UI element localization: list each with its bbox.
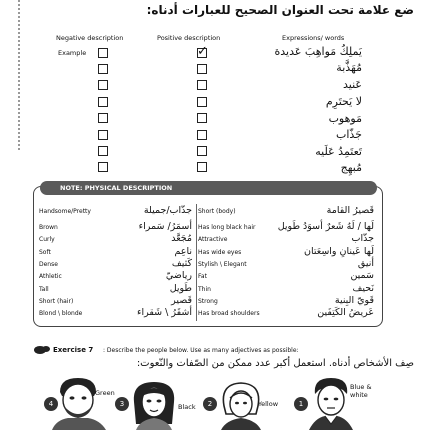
note-english-term: Tall: [39, 286, 49, 293]
check-mark-icon: ✓: [197, 44, 208, 59]
negative-checkbox[interactable]: [98, 48, 108, 58]
header-expressions: Expressions/ words: [282, 34, 345, 42]
note-arabic-term: ناعِم: [174, 246, 192, 257]
note-english-term: Short (hair): [39, 298, 74, 305]
expression-item: مُبهِج: [340, 161, 362, 174]
positive-checkbox[interactable]: [197, 146, 207, 156]
negative-checkbox[interactable]: [98, 97, 108, 107]
exercise-7-instruction-ar: صِف الأشخاص أدناه. استعمل أكبر عدد ممكن من الصّفات والنّعوت:: [136, 358, 414, 369]
note-english-term: Blond \ blonde: [39, 310, 83, 317]
person-number-badge: 1: [294, 397, 308, 411]
note-arabic-term: قَصير: [171, 295, 192, 306]
note-arabic-term: مُجَعَّد: [171, 233, 192, 244]
note-english-term: Short (body): [198, 208, 236, 215]
note-english-term: Has long black hair: [198, 224, 256, 231]
note-arabic-term: جذّاب/جميلة: [143, 205, 192, 216]
negative-checkbox[interactable]: [98, 113, 108, 123]
negative-checkbox[interactable]: [98, 146, 108, 156]
header-negative: Negative description: [56, 34, 124, 42]
note-english-term: Has broad shoulders: [198, 310, 260, 317]
person-number-badge: 4: [44, 397, 58, 411]
note-english-term: Curly: [39, 236, 55, 243]
positive-checkbox[interactable]: [197, 113, 207, 123]
note-english-term: Strong: [198, 298, 218, 305]
note-arabic-term: عَريضُ الكَتِفَين: [317, 307, 374, 318]
exercise-7-label: Exercise 7: [53, 346, 94, 354]
note-arabic-term: قَويّ البِنية: [334, 295, 374, 306]
header-positive: Positive description: [157, 34, 221, 42]
expression-item: يَملِكُ مَواهِبَ عَديدة: [274, 45, 362, 58]
person-number-badge: 3: [115, 397, 129, 411]
note-english-term: Stylish \ Elegant: [198, 261, 247, 268]
note-english-term: Dense: [39, 261, 58, 268]
note-arabic-term: قَصيرُ القامة: [326, 205, 374, 216]
negative-checkbox[interactable]: [98, 64, 108, 74]
note-arabic-term: أشقَرُ \ شَقراء: [136, 307, 192, 318]
positive-checkbox[interactable]: [197, 97, 207, 107]
note-arabic-term: رياضيّ: [165, 270, 192, 281]
note-english-term: Athletic: [39, 273, 62, 280]
expression-item: مُهَذَّبة: [336, 61, 362, 74]
positive-checkbox[interactable]: [197, 80, 207, 90]
positive-checkbox[interactable]: [197, 130, 207, 140]
color-label: Green: [95, 389, 115, 397]
expression-item: مَوهوب: [328, 112, 362, 125]
note-arabic-term: أسمَرُ/ سَمراء: [138, 221, 192, 232]
expression-item: جَذّاب: [336, 128, 362, 141]
expression-item: تَعتَمِدُ عَلَيه: [315, 145, 362, 158]
margin-dotted-line: [18, 0, 20, 150]
note-english-term: Handsome/Pretty: [39, 208, 91, 215]
note-arabic-term: لَها / لَهُ شَعرٌ أسوَدُ طَويل: [277, 221, 374, 232]
note-arabic-term: كَثيف: [171, 258, 192, 269]
positive-checkbox[interactable]: [197, 64, 207, 74]
note-english-term: Soft: [39, 249, 51, 256]
note-arabic-term: سَمين: [350, 270, 374, 281]
note-english-term: Attractive: [198, 236, 228, 243]
negative-checkbox[interactable]: [98, 80, 108, 90]
person-4-illustration: [50, 378, 108, 430]
speech-bubble-icon: [34, 345, 50, 355]
note-english-term: Has wide eyes: [198, 249, 242, 256]
person-number-badge: 2: [203, 397, 217, 411]
note-arabic-term: أنيق: [357, 258, 374, 269]
note-arabic-term: طَويل: [169, 283, 192, 294]
color-label: Blue & white: [350, 383, 372, 399]
color-label: Black: [178, 403, 196, 411]
person-3-illustration: [128, 380, 180, 430]
positive-checkbox[interactable]: [197, 162, 207, 172]
negative-checkbox[interactable]: [98, 130, 108, 140]
note-arabic-term: جذّاب: [351, 233, 374, 244]
note-english-term: Fat: [198, 273, 207, 280]
note-arabic-term: نَحيف: [352, 283, 374, 294]
note-title: NOTE: PHYSICAL DESCRIPTION: [60, 184, 173, 192]
expression-item: عَنيد: [343, 78, 362, 91]
note-divider: [196, 204, 197, 321]
negative-checkbox[interactable]: [98, 162, 108, 172]
note-english-term: Brown: [39, 224, 58, 231]
note-english-term: Thin: [198, 286, 211, 293]
color-label: Yellow: [258, 400, 279, 408]
exercise-7-instruction-en: : Describe the people below. Use as many adjectives as possible:: [103, 347, 299, 354]
expression-item: لا يَحتَرِم: [325, 95, 362, 108]
example-label: Example: [58, 49, 87, 57]
note-arabic-term: لَها عَينانِ واسِعَتان: [304, 246, 374, 257]
exercise-instruction: ضع علامة تحت العنوان الصحيح للعبارات أدناه:: [146, 3, 414, 17]
positive-checkbox[interactable]: [197, 44, 208, 59]
